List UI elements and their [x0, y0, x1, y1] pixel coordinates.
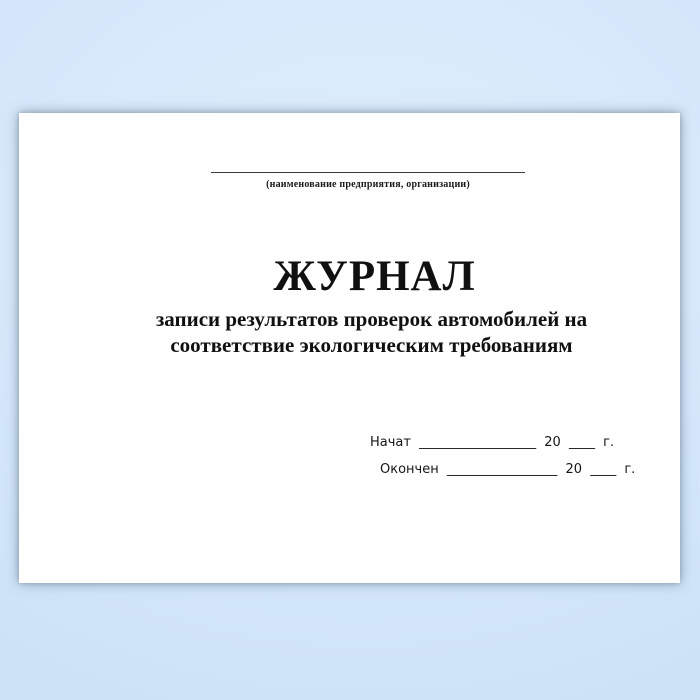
- journal-title: ЖУРНАЛ: [273, 253, 476, 300]
- journal-subtitle: [41, 306, 700, 358]
- organization-name-caption: (наименование предприятия, организации): [266, 179, 470, 190]
- journal-cover-page: [19, 113, 680, 583]
- journal-subtitle-line1: записи результатов проверок автомобилей на: [155, 307, 588, 331]
- organization-name-blank-line: [211, 172, 525, 173]
- finished-year-blank: ____: [590, 462, 617, 477]
- journal-subtitle-line2: соответствие экологическим требованиям: [170, 333, 573, 357]
- finished-date-row: [380, 462, 635, 478]
- started-date-row: [370, 435, 614, 451]
- finished-label: Окончен: [380, 462, 439, 477]
- started-label: Начат: [370, 435, 411, 450]
- finished-year-prefix: 20: [565, 462, 583, 477]
- started-blank-line: __________________: [419, 435, 537, 450]
- started-year-suffix: г.: [603, 435, 615, 450]
- organization-name-block: [211, 172, 525, 191]
- started-year-prefix: 20: [544, 435, 561, 450]
- started-year-blank: ____: [568, 435, 595, 450]
- finished-blank-line: _________________: [446, 462, 558, 477]
- finished-year-suffix: г.: [624, 462, 636, 477]
